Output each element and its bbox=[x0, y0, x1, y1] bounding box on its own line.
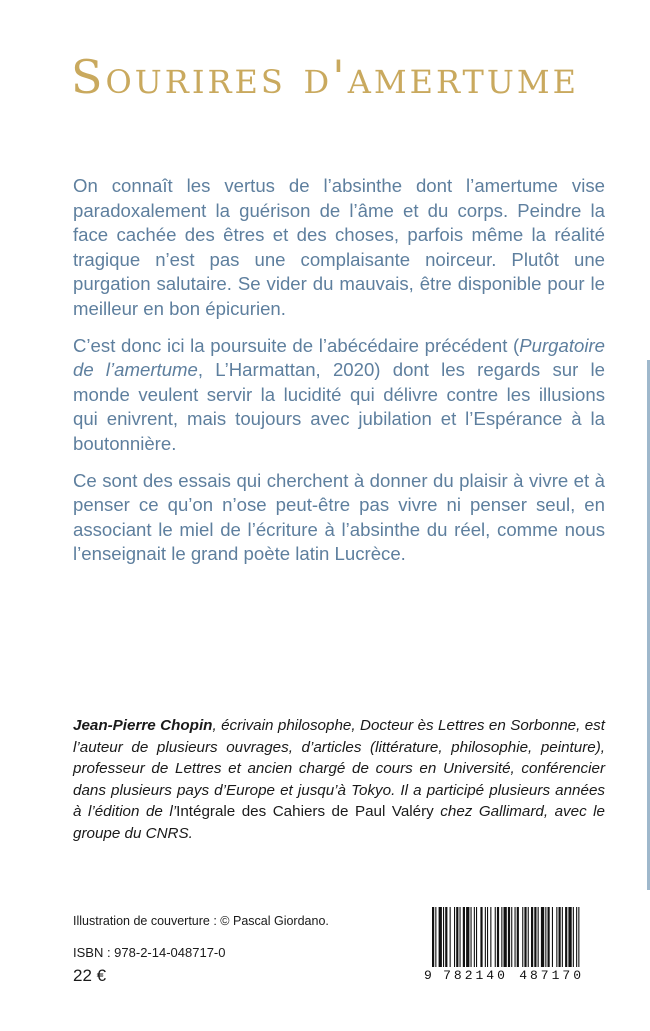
barcode-bar bbox=[435, 907, 436, 967]
barcode-bar bbox=[497, 907, 499, 967]
barcode-bar bbox=[476, 907, 477, 967]
barcode-bar bbox=[565, 907, 567, 967]
barcode-bar bbox=[456, 907, 458, 967]
book-title: Sourires d'amertume bbox=[71, 50, 579, 104]
barcode-bar bbox=[562, 907, 563, 967]
barcode-bar bbox=[501, 907, 502, 967]
barcode-bar bbox=[474, 907, 475, 967]
author-bio bbox=[73, 715, 605, 845]
back-cover-blurb bbox=[73, 174, 605, 579]
barcode-bar bbox=[504, 907, 507, 967]
barcode-bar bbox=[559, 907, 561, 967]
barcode-bar bbox=[480, 907, 482, 967]
author-name: Jean-Pierre Chopin bbox=[73, 717, 213, 734]
blurb-p2-book-title: Purgatoire de l’amertume bbox=[73, 334, 605, 381]
barcode-digits bbox=[424, 968, 584, 983]
barcode-bar bbox=[485, 907, 486, 967]
barcode-bar bbox=[517, 907, 519, 967]
barcode-bar bbox=[463, 907, 465, 967]
barcode-bar bbox=[552, 907, 553, 967]
barcode-bar bbox=[439, 907, 442, 967]
barcode-bar bbox=[538, 907, 539, 967]
blurb-p2-open: C’est donc ici la poursuite de l’abécédaire précédent ( bbox=[73, 334, 520, 356]
barcode-bar bbox=[576, 907, 577, 967]
barcode-bar bbox=[443, 907, 444, 967]
barcode-bar bbox=[490, 907, 491, 967]
barcode-bar bbox=[522, 907, 523, 967]
barcode-bar bbox=[432, 907, 434, 967]
author-bio-text-1: , écrivain philosophe, Docteur ès Lettres en Sorbonne, est l’auteur de plusieurs ouvrages, d’articles (littérature, philosophie, peinture), professeur de Lettres et ancien chargé de cours en Université, conférencier dans plusieurs pays d’Europe et jusqu’à Tokyo. Il a participé plusieurs années à l’édition de l’ bbox=[73, 717, 605, 821]
illustration-credit: Illustration de couverture : © Pascal Giordano. bbox=[73, 914, 329, 928]
barcode-bars bbox=[424, 907, 584, 969]
barcode-bar bbox=[454, 907, 455, 967]
barcode-bar bbox=[450, 907, 451, 967]
barcode-bar bbox=[545, 907, 546, 967]
price: 22 € bbox=[73, 966, 107, 985]
blurb-paragraph-1: On connaît les vertus de l’absinthe dont l’amertume vise paradoxalement la guérison de l’âme et du corps. Peindre la face cachée des êtres et des choses, parfois même la réalité tragique n’est pas une complaisante noirceur. Plutôt une purgation salutaire. Se vider du mauvais, être disponible pour le meilleur en bon épicurien. bbox=[73, 175, 605, 319]
barcode-bar bbox=[471, 907, 472, 967]
barcode-bar bbox=[495, 907, 496, 967]
blurb-paragraph-3: Ce sont des essais qui cherchent à donner du plaisir à vivre et à penser ce qu’on n’ose peut-être pas vivre ni penser seul, en associant le miel de l’écriture à l’absinthe du réel, comme nous l’enseignait le grand poète latin Lucrèce. bbox=[73, 469, 605, 565]
barcode-bar bbox=[515, 907, 516, 967]
barcode-bar bbox=[548, 907, 550, 967]
barcode-bar bbox=[524, 907, 526, 967]
barcode-bar bbox=[541, 907, 544, 967]
barcode-digits-left: 782140 bbox=[443, 968, 508, 983]
barcode-bar bbox=[531, 907, 533, 967]
barcode-bar bbox=[556, 907, 557, 967]
barcode-bar bbox=[573, 907, 574, 967]
barcode-bar bbox=[534, 907, 536, 967]
barcode bbox=[424, 907, 584, 984]
barcode-bar bbox=[528, 907, 529, 967]
barcode-bar bbox=[511, 907, 512, 967]
barcode-bar bbox=[578, 907, 579, 967]
barcode-bar bbox=[508, 907, 510, 967]
barcode-bar bbox=[568, 907, 571, 967]
blurb-paragraph-2 bbox=[73, 334, 605, 457]
barcode-bar bbox=[466, 907, 469, 967]
blurb-p2-rest: , L’Harmattan, 2020) dont les regards sur le monde veulent servir la lucidité qui délivre contre les illusions qui enivrent, mais toujours avec jubilation et l’Espérance à la boutonnière. bbox=[73, 359, 605, 454]
isbn-number: ISBN : 978-2-14-048717-0 bbox=[73, 945, 226, 960]
barcode-bar bbox=[445, 907, 447, 967]
barcode-digits-right: 487170 bbox=[519, 968, 584, 983]
author-bio-text-2: chez Gallimard, avec le groupe du CNRS. bbox=[73, 803, 605, 842]
author-bio-work: Intégrale des Cahiers de Paul Valéry bbox=[176, 803, 434, 821]
barcode-bar bbox=[487, 907, 488, 967]
barcode-digit-lead: 9 bbox=[424, 968, 432, 983]
barcode-bar bbox=[460, 907, 461, 967]
